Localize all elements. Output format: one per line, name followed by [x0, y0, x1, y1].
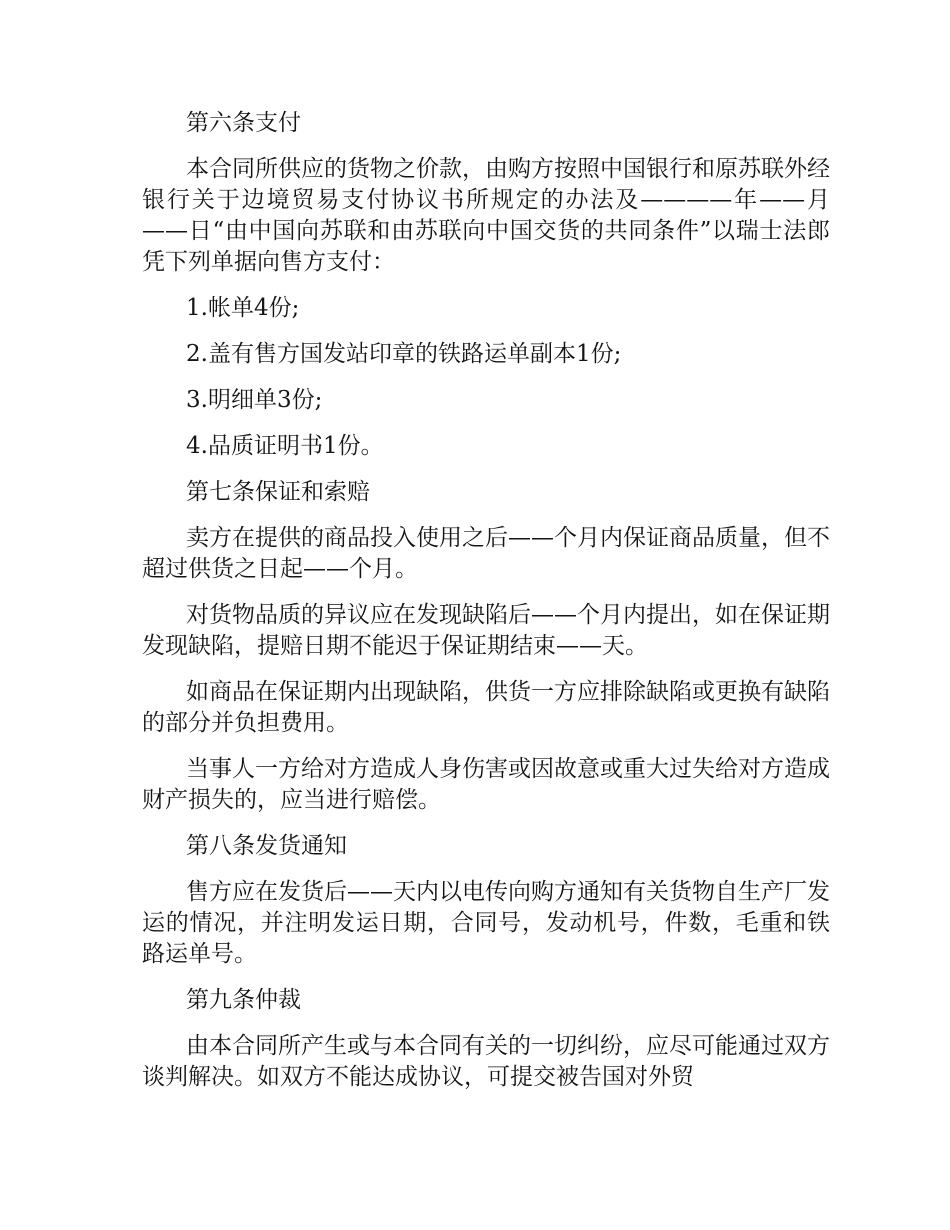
paragraph-payment-terms: 本合同所供应的货物之价款，由购方按照中国银行和原苏联外经银行关于边境贸易支付协议书所规定的办法及————年——月——日“由中国向苏联和由苏联向中国交货的共同条件”以瑞士法郎凭下列单据向售方支付：	[142, 156, 830, 275]
section-heading-payment: 第六条支付	[186, 110, 301, 136]
section-heading-shipment-notice: 第八条发货通知	[186, 833, 347, 859]
paragraph-compensation: 当事人一方给对方造成人身伤害或因故意或重大过失给对方造成财产损失的，应当进行赔偿。	[142, 756, 830, 813]
paragraph-warranty-period: 卖方在提供的商品投入使用之后——个月内保证商品质量，但不超过供货之日起——个月。	[142, 525, 830, 582]
list-item-quality-certificate: 4.品质证明书1份。	[186, 433, 384, 459]
paragraph-defect-remedy: 如商品在保证期内出现缺陷，供货一方应排除缺陷或更换有缺陷的部分并负担费用。	[142, 679, 830, 736]
list-item-invoice: 1.帐单4份;	[186, 295, 300, 321]
section-heading-arbitration: 第九条仲裁	[186, 987, 301, 1013]
paragraph-quality-objection: 对货物品质的异议应在发现缺陷后——个月内提出，如在保证期发现缺陷，提赔日期不能迟于保证期结束——天。	[142, 602, 830, 659]
paragraph-arbitration: 由本合同所产生或与本合同有关的一切纠纷，应尽可能通过双方谈判解决。如双方不能达成协议，可提交被告国对外贸	[142, 1033, 830, 1090]
document-page	[142, 108, 830, 1108]
section-heading-warranty: 第七条保证和索赔	[186, 479, 370, 505]
paragraph-shipment-notice: 售方应在发货后——天内以电传向购方通知有关货物自生产厂发运的情况，并注明发运日期，合同号，发动机号，件数，毛重和铁路运单号。	[142, 879, 830, 967]
list-item-detail-list: 3.明细单3份;	[186, 387, 323, 413]
list-item-railway-waybill: 2.盖有售方国发站印章的铁路运单副本1份;	[186, 341, 622, 367]
